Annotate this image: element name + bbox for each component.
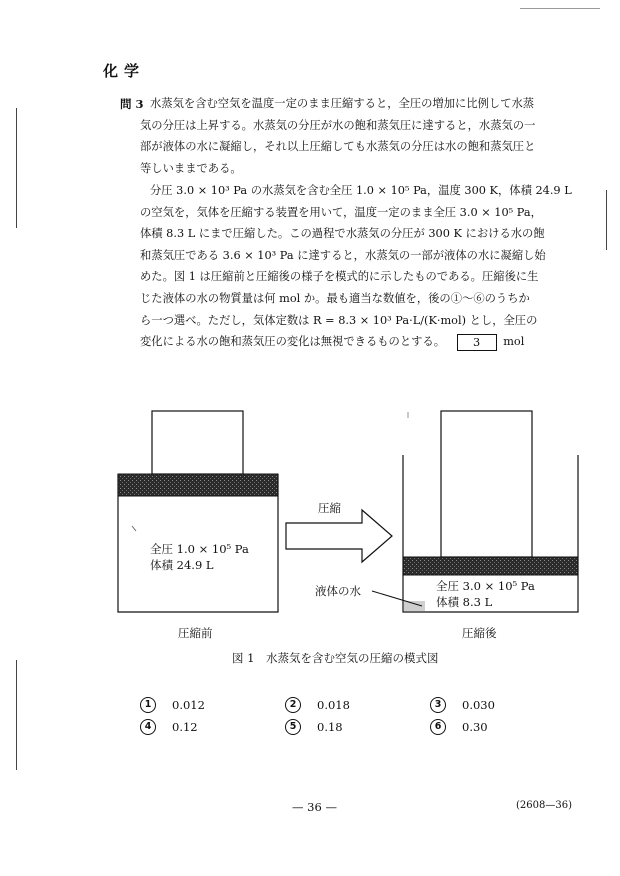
- para2-last-text: 変化による水の飽和蒸気圧の変化は無視できるものとする。: [140, 335, 446, 349]
- page-number: — 36 —: [292, 800, 337, 814]
- after-caption: 圧縮後: [462, 626, 497, 640]
- circled-number-3: 3: [430, 697, 446, 713]
- after-pressure-label: 全圧 3.0 × 10⁵ Pa: [436, 579, 535, 593]
- figure-caption: 図 1 水蒸気を含む空気の圧縮の模式図: [232, 651, 439, 665]
- choice-value: 0.18: [317, 720, 343, 734]
- para1-line: 気の分圧は上昇する。水蒸気の分圧が水の飽和蒸気圧に達すると，水蒸気の一: [140, 118, 536, 132]
- liquid-pointer-line: [372, 591, 422, 606]
- liquid-water-label: 液体の水: [315, 584, 361, 598]
- choice-2[interactable]: [285, 697, 350, 713]
- before-caption: 圧縮前: [178, 626, 213, 640]
- choice-6[interactable]: [430, 719, 488, 735]
- before-piston: [118, 474, 278, 496]
- compression-arrow: [286, 510, 392, 562]
- after-piston-rod: [441, 411, 532, 557]
- choice-value: 0.012: [172, 698, 205, 712]
- para2-line: の空気を，気体を圧縮する装置を用いて，温度一定のまま全圧 3.0 × 10⁵ Pa，: [140, 205, 542, 219]
- para1-line: 水蒸気を含む空気を温度一定のまま圧縮すると，全圧の増加に比例して水蒸: [150, 97, 535, 110]
- para2-line: めた。図 1 は圧縮前と圧縮後の様子を模式的に示したものである。圧縮後に生: [140, 270, 539, 284]
- para2-line: じた液体の水の物質量は何 mol か。最も適当な数値を，後の①～⑥のうちか: [140, 291, 530, 305]
- circled-number-2: 2: [285, 697, 301, 713]
- choice-value: 0.018: [317, 698, 350, 712]
- before-piston-rod: [152, 411, 243, 474]
- choice-5[interactable]: [285, 719, 343, 735]
- after-piston: [403, 557, 578, 575]
- tick-mark: [132, 526, 136, 531]
- after-volume-label: 体積 8.3 L: [436, 595, 493, 609]
- answer-unit: mol: [503, 335, 525, 349]
- choice-value: 0.030: [462, 698, 495, 712]
- para2-line: ら一つ選べ。ただし，気体定数は R = 8.3 × 10³ Pa·L/(K·mol) とし，全圧の: [140, 313, 538, 327]
- choice-value: 0.12: [172, 720, 198, 734]
- before-pressure-label: 全圧 1.0 × 10⁵ Pa: [150, 542, 249, 556]
- question-label: 問 3: [120, 97, 144, 111]
- para2-line: 分圧 3.0 × 10³ Pa の水蒸気を含む全圧 1.0 × 10⁵ Pa，温度 300 K，体積 24.9 L: [150, 184, 572, 197]
- arrow-label: 圧縮: [318, 501, 341, 515]
- exam-code: (2608—36): [516, 800, 572, 811]
- circled-number-6: 6: [430, 719, 446, 735]
- para2-line: 和蒸気圧である 3.6 × 10³ Pa に達すると，水蒸気の一部が液体の水に凝縮し始: [140, 248, 546, 262]
- subject-heading: 化学: [103, 62, 146, 80]
- before-volume-label: 体積 24.9 L: [150, 558, 214, 572]
- circled-number-4: 4: [140, 719, 156, 735]
- choice-1[interactable]: [140, 697, 205, 713]
- choice-value: 0.30: [462, 720, 488, 734]
- left-margin-line-bottom: [16, 660, 17, 770]
- para1-line: 部が液体の水に凝縮し，それ以上圧縮しても水蒸気の分圧は水の飽和蒸気圧と: [140, 140, 536, 154]
- choice-3[interactable]: [430, 697, 495, 713]
- circled-number-5: 5: [285, 719, 301, 735]
- para2-line: 体積 8.3 L にまで圧縮した。この過程で水蒸気の分圧が 300 K における水の飽: [140, 227, 545, 241]
- answer-blank-box[interactable]: 3: [457, 334, 497, 351]
- circled-number-1: 1: [140, 697, 156, 713]
- para1-line: 等しいままである。: [140, 161, 242, 175]
- choice-4[interactable]: [140, 719, 198, 735]
